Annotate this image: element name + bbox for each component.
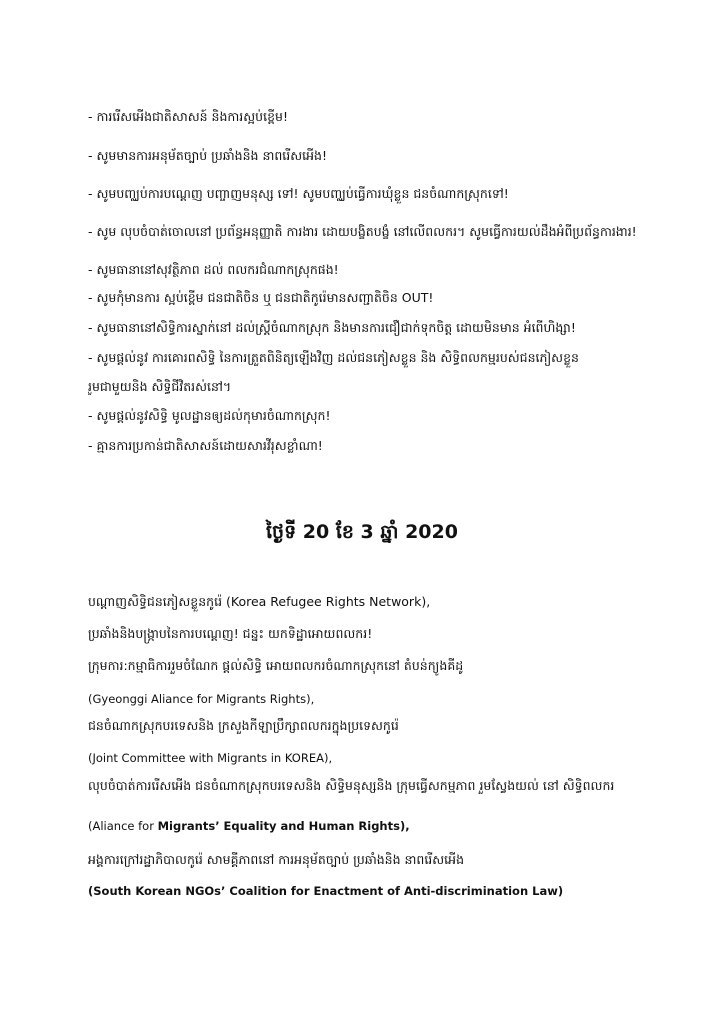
- slogan-line-5: - សូមធានានៅសុវត្ថិភាព ដល់ ពលករជំណាកស្រុកផង!: [88, 262, 339, 277]
- org-korea-refugee-rights-network: បណ្តាញសិទ្ធិជនភៀសខ្លួនកូរ៉េ (Korea Refugee Rights Network),: [88, 594, 431, 609]
- slogan-line-1: - ការរើសអើងជាតិសាសន៍ និងការស្អប់ខ្ពើម!: [88, 109, 288, 124]
- document-date: ថ្ងៃទី 20 ខែ 3 ឆ្នាំ 2020: [266, 521, 458, 543]
- org-slogan-line: ប្រឆាំងនិងបង្រ្កាបនៃការបណ្តេញ! ជន្នះ យកទិដ្ឋាអោយពលករ!: [88, 626, 373, 641]
- org-ngo-coalition-kh: អង្គការក្រៅរដ្ឋាភិបាលកូរ៉េ សាមគ្គីភាពនៅ ការអនុម័តច្បាប់ ប្រឆាំងនិង នាពរើសអើង: [88, 852, 465, 867]
- slogan-line-10: - គ្មានការប្រកាន់ជាតិសាសន៍ដោយសារវីរុសខ្លាំណា!: [88, 438, 323, 453]
- org-joint-committee-kh: ជនចំណាកស្រុកបរទេសនិង ក្រសួងកីឡាប្រឹក្សាពលករក្នុងប្រទេសកូរ៉េ: [88, 718, 399, 733]
- org-gyeonggi-en: (Gyeonggi Aliance for Migrants Rights),: [88, 692, 315, 706]
- org-aliance-bold: Migrants’ Equality and Human Rights),: [157, 819, 410, 833]
- slogan-line-4: - សូម លុបចំបាត់ចោលនៅ ប្រព័ន្ធអនុញ្ញាតិ ការងារ ដោយបង្ខិតបង្ខំ នៅលើពលករ។ សូមធ្វើការយល់ដឹងអំពីប្រព័ន្ធការងារ!: [88, 224, 637, 239]
- org-aliance-equality-en: [88, 817, 688, 835]
- slogan-line-7: - សូមធានានៅសិទ្ធិការស្នាក់នៅ ដល់ស្ត្រីចំណាកស្រុក និងមានការជឿជាក់ទុកចិត្ត ដោយមិនមាន អំពើហិង្សា!: [88, 320, 576, 335]
- org-aliance-equality-kh: លុបចំបាត់ការរើសអើង ជនចំណាកស្រុកបរទេសនិង សិទ្ធិមនុស្សនិង ក្រុមធ្វើសកម្មភាព រួមស្វែងយល់ នៅ សិទ្ធិពលករ: [88, 778, 615, 793]
- slogan-line-3: - សូមបញ្ឈប់ការបណ្តេញ បញ្ចាញមនុស្ស ទៅ! សូមបញ្ឈប់ធ្វើការឃុំខ្លួន ជនចំណាកស្រុកទៅ!: [88, 186, 509, 201]
- org-joint-committee-en: (Joint Committee with Migrants in KOREA),: [88, 751, 333, 765]
- slogan-line-2: - សូមមានការអនុម័តច្បាប់ ប្រឆាំងនិង នាពរើសអើង!: [88, 148, 327, 163]
- slogan-line-6: - សូមកុំមានការ ស្អប់ខ្ពើម ជនជាតិចិន ឬ ជនជាតិកូរ៉េមានសញ្ជាតិចិន OUT!: [88, 290, 434, 305]
- org-aliance-prefix: (Aliance for: [88, 819, 158, 833]
- slogan-line-9: - សូមផ្តល់នូវសិទ្ធិ មូលដ្ឋានឲ្យដល់កុមារចំណាកស្រុក!: [88, 408, 331, 423]
- org-ngo-coalition-en: (South Korean NGOs’ Coalition for Enactment of Anti-discrimination Law): [88, 884, 564, 898]
- org-gyeonggi-kh: ក្រុមការ:កម្មាធិការរួមចំណែក ផ្តល់សិទ្ធិ អោយពលករចំណាកស្រុកនៅ តំបន់ក្យូងគីដូ: [88, 658, 464, 673]
- slogan-line-8-continued: រួមជាមួយនិង សិទ្ធិជីវិតរស់នៅ។: [88, 379, 232, 394]
- slogan-line-8: - សូមផ្តល់នូវ ការគោរពសិទ្ធិ នៃការត្រួតពិនិត្យឡើងវិញ ដល់ជនភៀសខ្លួន និង សិទ្ធិពលកម្មរបស់ជនភៀសខ្លួន: [88, 350, 579, 365]
